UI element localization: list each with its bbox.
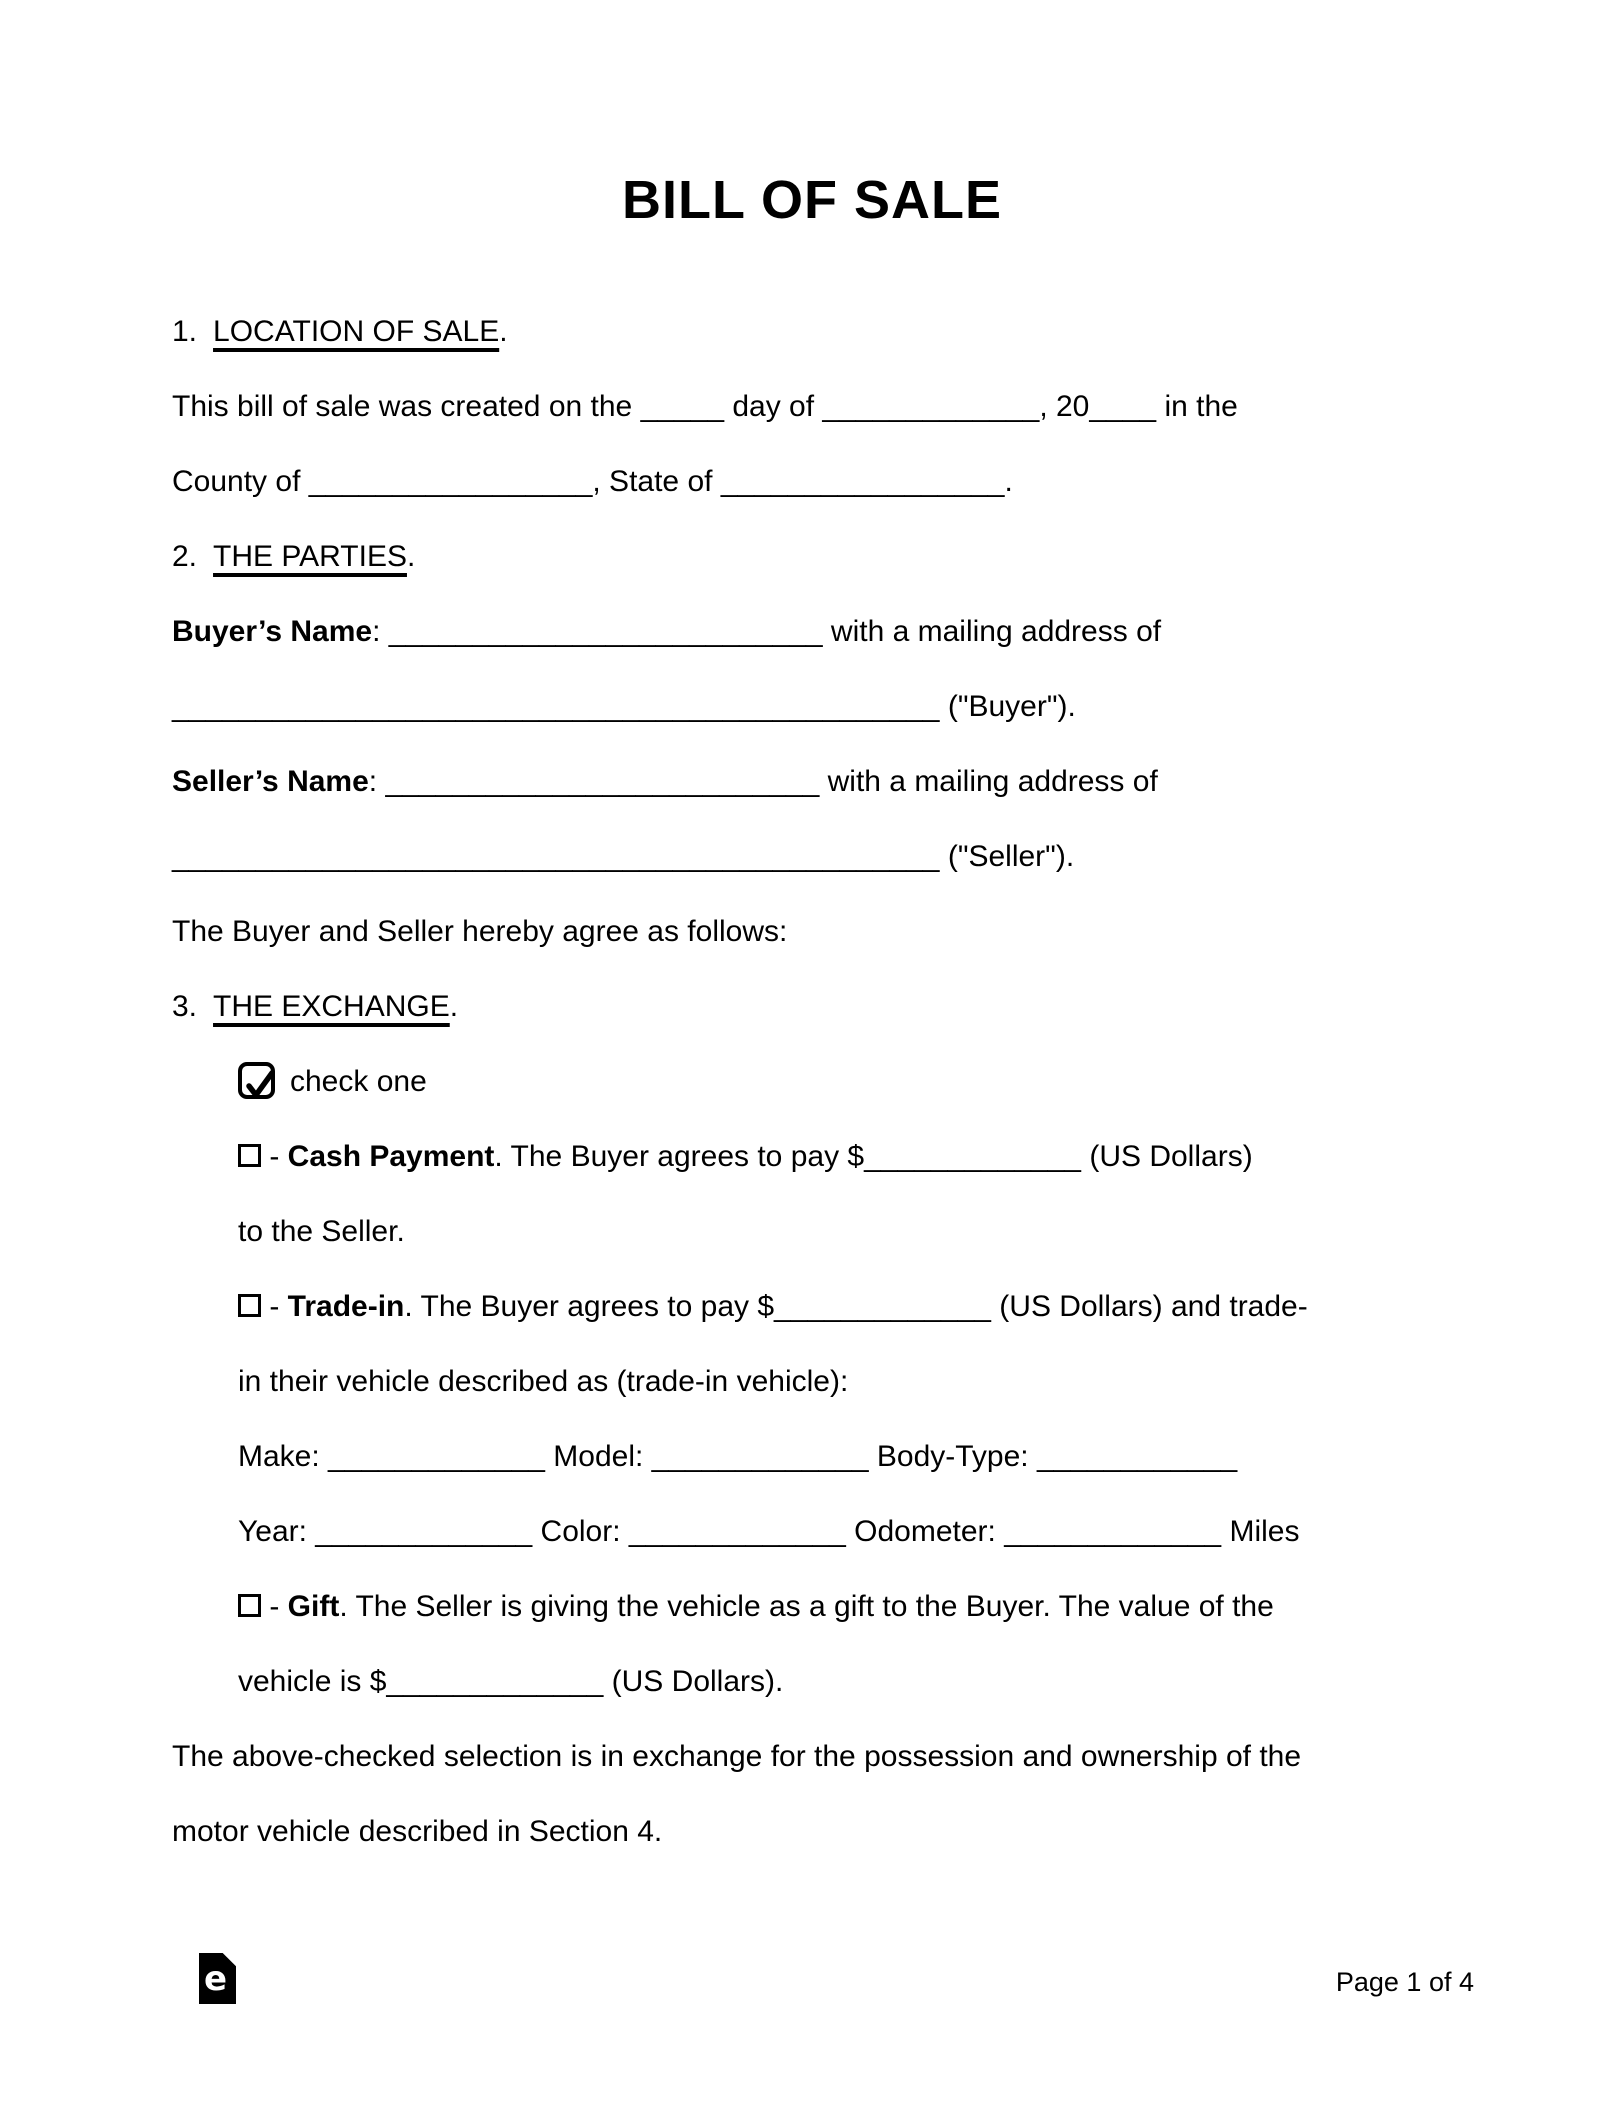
gift-option-line xyxy=(172,1569,1474,1644)
seller-name-line xyxy=(172,744,1474,819)
cash-payment-option-line xyxy=(172,1119,1474,1194)
text-segment: . The Buyer agrees to pay $ xyxy=(404,1290,775,1323)
miles-label: Miles xyxy=(1221,1515,1300,1548)
text-segment: (US Dollars) xyxy=(1081,1140,1253,1173)
blank-make-field[interactable]: _____________ xyxy=(328,1440,545,1473)
blank-seller-address-field[interactable]: ______________________________________________ xyxy=(172,840,940,873)
blank-model-field[interactable]: _____________ xyxy=(651,1440,869,1473)
closing-sentence-line-2: motor vehicle described in Section 4. xyxy=(172,1815,663,1848)
odometer-label: Odometer: xyxy=(845,1515,1005,1548)
text-segment: with a mailing address of xyxy=(822,615,1162,648)
trade-in-continuation: in their vehicle described as (trade-in vehicle): xyxy=(238,1365,849,1398)
text-segment: . The Seller is giving the vehicle as a gift to the Buyer. The value of the xyxy=(339,1590,1274,1623)
make-label: Make: xyxy=(238,1440,329,1473)
eforms-logo-letter: e xyxy=(203,1959,228,1999)
text-segment: , State of xyxy=(592,465,721,498)
blank-county-field[interactable]: _________________ xyxy=(308,465,593,498)
blank-vehicle-year-field[interactable]: _____________ xyxy=(315,1515,533,1548)
text-segment: ("Buyer"). xyxy=(939,690,1076,723)
text-segment: - xyxy=(261,1140,288,1173)
trade-in-label: Trade-in xyxy=(287,1290,405,1323)
document-title: BILL OF SALE xyxy=(621,170,1002,230)
blank-cash-amount-field[interactable]: _____________ xyxy=(864,1140,1081,1173)
blank-month-field[interactable]: _____________ xyxy=(822,390,1040,423)
page-number: Page 1 of 4 xyxy=(1335,1967,1474,1997)
text-segment: : xyxy=(368,765,386,798)
text-segment: in the xyxy=(1156,390,1238,423)
text-segment: . The Buyer agrees to pay $ xyxy=(494,1140,865,1173)
section-1-title: LOCATION OF SALE xyxy=(213,315,500,348)
seller-name-label: Seller’s Name xyxy=(172,765,369,798)
text-segment: (US Dollars) and trade- xyxy=(990,1290,1308,1323)
color-label: Color: xyxy=(532,1515,629,1548)
blank-color-field[interactable]: _____________ xyxy=(628,1515,846,1548)
text-segment: This bill of sale was created on the xyxy=(172,390,641,423)
location-sentence-line-2 xyxy=(172,444,1474,519)
blank-odometer-field[interactable]: _____________ xyxy=(1004,1515,1222,1548)
eforms-logo xyxy=(199,1953,236,2004)
body-type-label: Body-Type: xyxy=(868,1440,1037,1473)
cash-payment-continuation: to the Seller. xyxy=(238,1215,405,1248)
section-1-title-period: . xyxy=(499,315,508,348)
gift-continuation xyxy=(172,1644,1474,1719)
seller-address-line xyxy=(172,819,1474,894)
blank-body-type-field[interactable]: ____________ xyxy=(1036,1440,1238,1473)
text-segment: - xyxy=(261,1290,288,1323)
text-segment: - xyxy=(261,1590,288,1623)
trade-in-option-line xyxy=(172,1269,1474,1344)
trade-in-checkbox[interactable] xyxy=(238,1294,261,1317)
section-1-number: 1. xyxy=(172,315,198,348)
buyer-address-line xyxy=(172,669,1474,744)
blank-buyer-address-field[interactable]: ______________________________________________ xyxy=(172,690,940,723)
text-segment: vehicle is $ xyxy=(238,1665,387,1698)
section-2-title-period: . xyxy=(406,540,416,573)
section-3-title: THE EXCHANGE xyxy=(213,990,450,1023)
check-one-label: check one xyxy=(290,1065,427,1098)
blank-gift-value-field[interactable]: _____________ xyxy=(386,1665,604,1698)
location-sentence-line-1 xyxy=(172,369,1474,444)
buyer-name-line xyxy=(172,594,1474,669)
text-segment: County of xyxy=(172,465,309,498)
blank-year-field[interactable]: ____ xyxy=(1089,390,1157,423)
cash-payment-checkbox[interactable] xyxy=(238,1144,261,1167)
cash-payment-label: Cash Payment xyxy=(287,1140,495,1173)
text-segment: (US Dollars). xyxy=(603,1665,784,1698)
buyer-name-label: Buyer’s Name xyxy=(172,615,373,648)
text-segment: ("Seller"). xyxy=(939,840,1075,873)
section-2-title: THE PARTIES xyxy=(213,540,407,573)
gift-label: Gift xyxy=(287,1590,340,1623)
section-3-title-period: . xyxy=(449,990,459,1023)
section-2-number: 2. xyxy=(172,540,198,573)
text-segment: . xyxy=(1004,465,1013,498)
agreement-sentence: The Buyer and Seller hereby agree as follows: xyxy=(172,915,788,948)
gift-checkbox[interactable] xyxy=(238,1594,261,1617)
checkmark-icon xyxy=(243,1066,278,1106)
vehicle-detail-line-2 xyxy=(172,1494,1474,1569)
text-segment: : xyxy=(372,615,389,648)
blank-buyer-name-field[interactable]: __________________________ xyxy=(388,615,823,648)
model-label: Model: xyxy=(544,1440,652,1473)
section-3-heading-row xyxy=(172,969,1474,1044)
text-segment: day of xyxy=(724,390,823,423)
blank-trade-amount-field[interactable]: _____________ xyxy=(774,1290,991,1323)
vehicle-detail-line-1 xyxy=(172,1419,1474,1494)
section-1-heading-row xyxy=(172,294,1474,369)
blank-seller-name-field[interactable]: __________________________ xyxy=(385,765,820,798)
year-label: Year: xyxy=(238,1515,316,1548)
blank-day-field[interactable]: _____ xyxy=(640,390,725,423)
check-one-row xyxy=(172,1044,1474,1119)
check-one-checkbox[interactable] xyxy=(238,1062,275,1099)
section-2-heading-row xyxy=(172,519,1474,594)
blank-state-field[interactable]: _________________ xyxy=(720,465,1005,498)
text-segment: with a mailing address of xyxy=(819,765,1158,798)
document-body xyxy=(0,294,1624,1869)
section-3-number: 3. xyxy=(172,990,198,1023)
closing-sentence-line-1: The above-checked selection is in exchange for the possession and ownership of the xyxy=(172,1740,1302,1773)
text-segment: , 20 xyxy=(1039,390,1090,423)
